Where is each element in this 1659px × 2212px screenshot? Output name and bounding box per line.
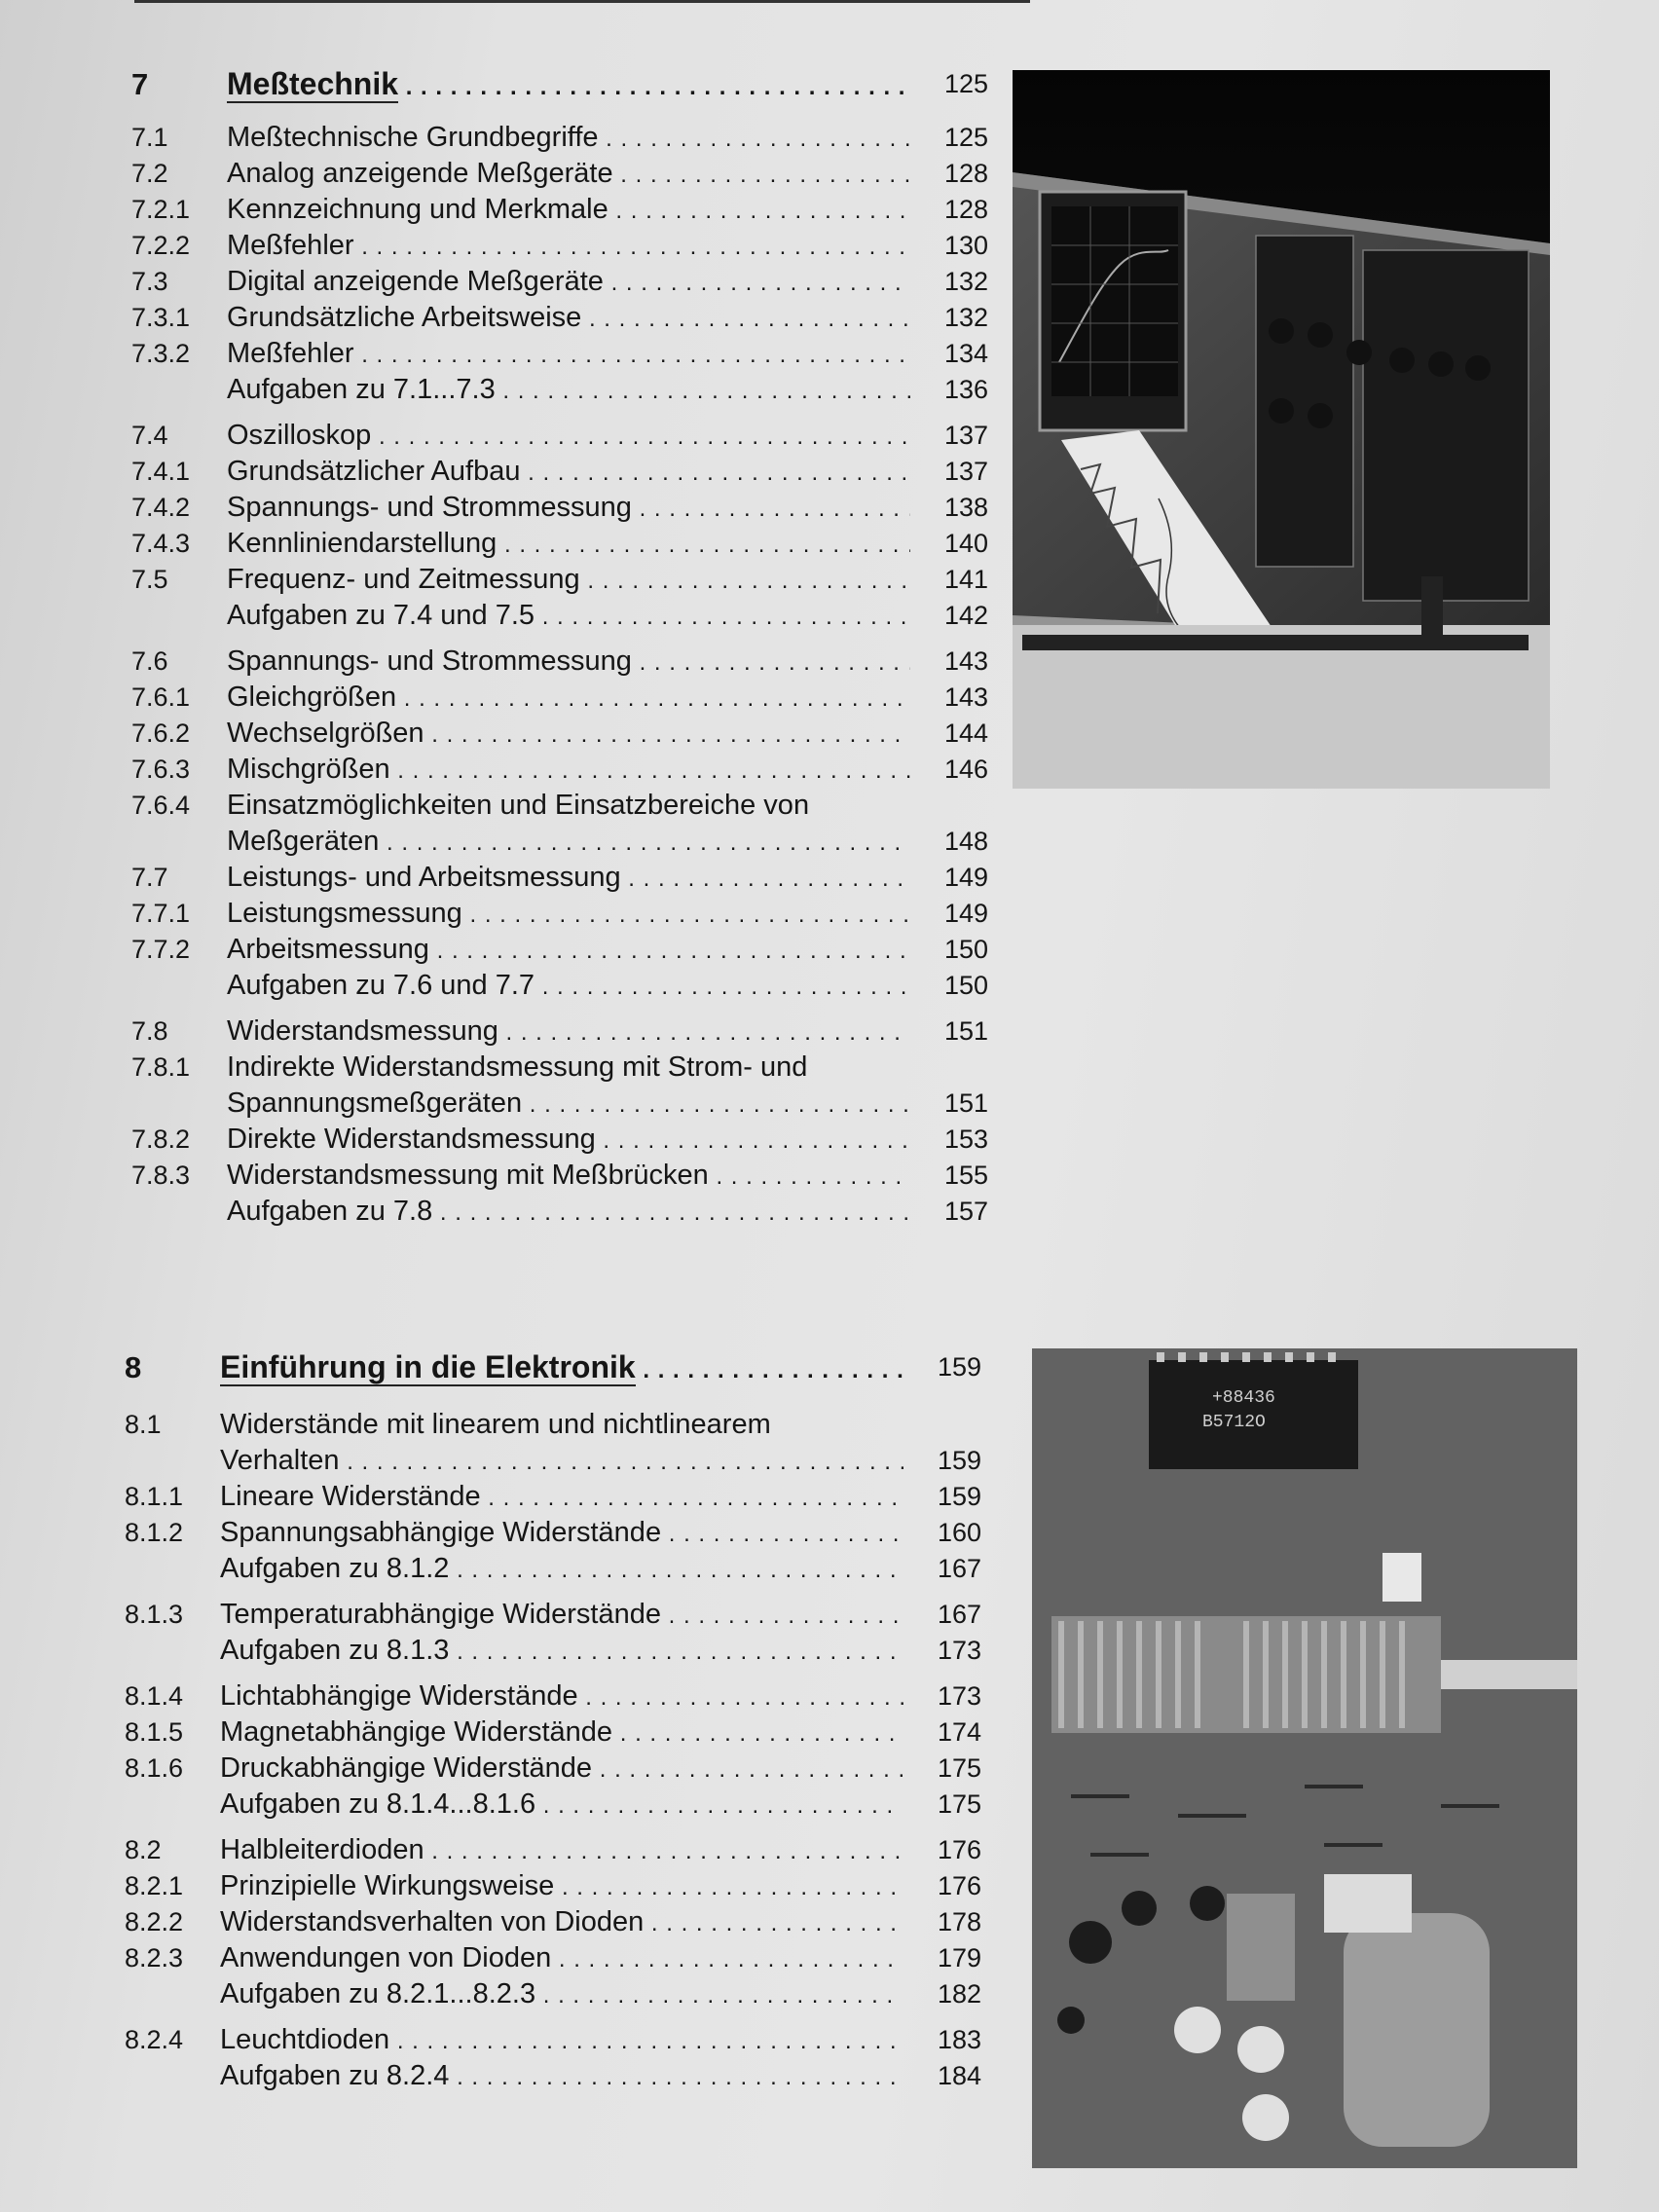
toc-entry <box>125 1407 981 1443</box>
toc-entry-number: 8.1.6 <box>125 1753 184 1783</box>
toc-entry <box>125 1751 981 1787</box>
toc-entry <box>131 752 988 788</box>
toc-entry <box>125 2058 981 2094</box>
toc-entry <box>131 824 988 860</box>
toc-entry <box>125 1868 981 1904</box>
toc-entry-page: 151 <box>943 1088 988 1118</box>
toc-entry-page: 176 <box>937 1835 981 1864</box>
toc-entry-title: Indirekte Widerstandsmessung mit Strom- und <box>227 1051 808 1083</box>
chapter-heading <box>125 1349 981 1385</box>
toc-entry-title: Halbleiterdioden . . . <box>220 1832 903 1869</box>
toc-entry-page: 173 <box>937 1636 981 1665</box>
toc-entry-page: 144 <box>943 719 988 748</box>
toc-entry-title: Grundsätzliche Arbeitsweise . . . <box>227 300 910 337</box>
toc-entry <box>125 1976 981 2012</box>
toc-entry-title: Spannungs- und Strommessung . . . <box>227 644 910 681</box>
toc-entry-page: 175 <box>937 1789 981 1819</box>
toc-entry-page: 149 <box>943 863 988 892</box>
toc-entry-page: 176 <box>937 1871 981 1900</box>
group-gap <box>125 1823 981 1832</box>
toc-entry-title: Gleichgrößen . . . <box>227 680 910 717</box>
toc-entry-title: Direkte Widerstandsmessung . . . <box>227 1122 910 1159</box>
chapter-7-toc <box>131 66 988 1230</box>
toc-entry-title: Prinzipielle Wirkungsweise . . . <box>220 1868 903 1905</box>
toc-entry <box>125 1787 981 1823</box>
toc-entry <box>131 968 988 1004</box>
chapter-8-entries <box>125 1407 981 2094</box>
toc-entry-number: 7.7.2 <box>131 935 191 964</box>
toc-entry-number: 8.2 <box>125 1835 162 1864</box>
toc-entry <box>131 1122 988 1158</box>
toc-entry-title: Aufgaben zu 8.2.1...8.2.3 . . . <box>220 1976 903 2013</box>
toc-entry-page: 132 <box>943 303 988 332</box>
toc-entry <box>125 1940 981 1976</box>
toc-entry <box>131 120 988 156</box>
toc-entry-page: 136 <box>943 375 988 404</box>
toc-entry-number: 8.2.2 <box>125 1907 184 1936</box>
toc-entry-number: 7.2 <box>131 159 168 188</box>
toc-entry-page: 153 <box>943 1124 988 1154</box>
toc-entry-title: Aufgaben zu 8.1.4...8.1.6 . . . <box>220 1787 903 1824</box>
toc-entry <box>125 1633 981 1669</box>
toc-entry-title: Spannungs- und Strommessung . . . <box>227 490 910 527</box>
chapter-number: 7 <box>131 67 149 101</box>
toc-entry-number: 8.1 <box>125 1410 162 1439</box>
toc-entry-page: 173 <box>937 1681 981 1711</box>
toc-entry <box>131 454 988 490</box>
toc-entry-number: 7.4.2 <box>131 493 191 522</box>
toc-entry <box>131 788 988 824</box>
toc-entry-title: Leistungs- und Arbeitsmessung . . . <box>227 860 910 897</box>
toc-entry-number: 8.2.1 <box>125 1871 184 1900</box>
toc-entry-number: 7.4 <box>131 421 168 450</box>
chapter-title: Einführung in die Elektronik . . . <box>220 1349 903 1388</box>
group-gap <box>131 408 988 418</box>
toc-entry-title: Aufgaben zu 7.6 und 7.7 . . . <box>227 968 910 1005</box>
toc-entry <box>131 526 988 562</box>
toc-entry-page: 137 <box>943 421 988 450</box>
toc-entry-number: 7.1 <box>131 123 168 152</box>
toc-entry-title: Spannungsmeßgeräten . . . <box>227 1086 910 1123</box>
group-gap <box>125 2012 981 2022</box>
toc-entry-title: Einsatzmöglichkeiten und Einsatzbereiche von <box>227 790 810 821</box>
toc-entry <box>125 1832 981 1868</box>
toc-entry-title: Digital anzeigende Meßgeräte . . . <box>227 264 910 301</box>
toc-entry <box>131 490 988 526</box>
toc-entry-title: Frequenz- und Zeitmessung . . . <box>227 562 910 599</box>
chapter-heading <box>131 66 988 102</box>
toc-entry-page: 160 <box>937 1518 981 1547</box>
toc-entry-page: 167 <box>937 1554 981 1583</box>
toc-entry <box>131 716 988 752</box>
toc-entry-number: 7.4.1 <box>131 457 191 486</box>
toc-entry-page: 142 <box>943 601 988 630</box>
toc-entry <box>125 1678 981 1714</box>
chapter-page: 159 <box>937 1352 981 1382</box>
toc-entry <box>131 680 988 716</box>
toc-entry <box>125 1479 981 1515</box>
chapter-number: 8 <box>125 1350 142 1384</box>
toc-entry-title: Leuchtdioden . . . <box>220 2022 903 2059</box>
toc-entry-number: 7.8.1 <box>131 1052 191 1082</box>
toc-entry-number: 7.7 <box>131 863 168 892</box>
toc-entry-title: Kennliniendarstellung . . . <box>227 526 910 563</box>
toc-entry-page: 150 <box>943 935 988 964</box>
toc-entry-number: 8.1.4 <box>125 1681 184 1711</box>
toc-entry-page: 149 <box>943 899 988 928</box>
toc-entry-page: 137 <box>943 457 988 486</box>
toc-entry-number: 8.1.5 <box>125 1717 184 1747</box>
group-gap <box>131 634 988 644</box>
toc-entry-number: 7.2.1 <box>131 195 191 224</box>
toc-entry-page: 179 <box>937 1943 981 1972</box>
toc-entry-page: 178 <box>937 1907 981 1936</box>
toc-entry <box>131 562 988 598</box>
toc-entry-page: 128 <box>943 159 988 188</box>
toc-entry-page: 184 <box>937 2061 981 2090</box>
toc-entry-title: Analog anzeigende Meßgeräte . . . <box>227 156 910 193</box>
toc-entry-title: Temperaturabhängige Widerstände . . . <box>220 1597 903 1634</box>
chapter-8-toc <box>125 1349 981 2094</box>
toc-entry <box>131 1086 988 1122</box>
toc-entry-title: Widerstände mit linearem und nichtlinearem <box>220 1409 771 1440</box>
toc-entry <box>125 2022 981 2058</box>
toc-entry-number: 7.6.3 <box>131 755 191 784</box>
toc-entry-page: 143 <box>943 682 988 712</box>
toc-entry-title: Widerstandsverhalten von Dioden . . . <box>220 1904 903 1941</box>
toc-entry-number: 7.3.1 <box>131 303 191 332</box>
toc-entry <box>131 1014 988 1050</box>
toc-entry-title: Kennzeichnung und Merkmale . . . <box>227 192 910 229</box>
toc-entry-number: 8.1.2 <box>125 1518 184 1547</box>
toc-entry <box>131 264 988 300</box>
chapter-page: 125 <box>943 69 988 98</box>
toc-entry-title: Aufgaben zu 7.8 . . . <box>227 1194 910 1231</box>
toc-entry <box>131 300 988 336</box>
group-gap <box>125 1587 981 1597</box>
toc-entry-title: Druckabhängige Widerstände . . . <box>220 1751 903 1788</box>
toc-entry-number: 7.6.1 <box>131 682 191 712</box>
toc-entry <box>131 1194 988 1230</box>
toc-entry-page: 159 <box>937 1482 981 1511</box>
toc-entry-title: Leistungsmessung . . . <box>227 896 910 933</box>
toc-entry <box>125 1597 981 1633</box>
toc-entry-title: Lineare Widerstände . . . <box>220 1479 903 1516</box>
toc-entry-number: 7.7.1 <box>131 899 191 928</box>
toc-entry-title: Magnetabhängige Widerstände . . . <box>220 1714 903 1751</box>
toc-entry <box>125 1551 981 1587</box>
toc-entry-number: 7.2.2 <box>131 231 191 260</box>
toc-entry-page: 138 <box>943 493 988 522</box>
toc-entry-number: 8.2.3 <box>125 1943 184 1972</box>
toc-entry-page: 148 <box>943 827 988 856</box>
toc-entry <box>131 1158 988 1194</box>
toc-entry-number: 8.1.3 <box>125 1600 184 1629</box>
toc-entry-title: Widerstandsmessung . . . <box>227 1014 910 1051</box>
toc-entry-page: 143 <box>943 646 988 676</box>
toc-entry-page: 128 <box>943 195 988 224</box>
toc-entry-title: Aufgaben zu 8.1.2 . . . <box>220 1551 903 1588</box>
toc-entry-number: 7.6.2 <box>131 719 191 748</box>
toc-entry-page: 167 <box>937 1600 981 1629</box>
toc-entry-title: Verhalten . . . <box>220 1443 903 1480</box>
toc-entry <box>131 228 988 264</box>
chip-marking-1: +88436 <box>1212 1388 1275 1408</box>
toc-entry-number: 7.3 <box>131 267 168 296</box>
toc-entry-title: Aufgaben zu 7.1...7.3 . . . <box>227 372 910 409</box>
toc-entry <box>131 598 988 634</box>
toc-entry-page: 134 <box>943 339 988 368</box>
toc-entry <box>131 336 988 372</box>
oscilloscope-photo <box>1013 70 1550 789</box>
toc-entry-number: 8.2.4 <box>125 2025 184 2054</box>
toc-entry <box>131 896 988 932</box>
chapter-7-entries <box>131 120 988 1230</box>
toc-entry-page: 146 <box>943 755 988 784</box>
chapter-title: Meßtechnik . . . <box>227 66 910 105</box>
toc-entry-page: 157 <box>943 1197 988 1226</box>
toc-entry <box>125 1904 981 1940</box>
toc-entry-title: Mischgrößen . . . <box>227 752 910 789</box>
toc-entry-page: 141 <box>943 565 988 594</box>
toc-entry-page: 182 <box>937 1979 981 2009</box>
top-rule <box>134 0 1030 3</box>
toc-entry-title: Anwendungen von Dioden . . . <box>220 1940 903 1977</box>
toc-entry <box>125 1714 981 1751</box>
toc-entry-number: 7.6.4 <box>131 791 191 820</box>
toc-entry-page: 130 <box>943 231 988 260</box>
toc-entry <box>131 860 988 896</box>
toc-entry-number: 7.3.2 <box>131 339 191 368</box>
toc-entry-page: 175 <box>937 1753 981 1783</box>
toc-entry-title: Meßgeräten . . . <box>227 824 910 861</box>
toc-entry-page: 174 <box>937 1717 981 1747</box>
chip-marking-2: B5712O <box>1202 1413 1266 1432</box>
toc-entry <box>125 1443 981 1479</box>
toc-entry-title: Widerstandsmessung mit Meßbrücken . . . <box>227 1158 910 1195</box>
toc-entry-number: 7.4.3 <box>131 529 191 558</box>
toc-entry-page: 183 <box>937 2025 981 2054</box>
toc-entry <box>131 644 988 680</box>
toc-entry <box>131 156 988 192</box>
toc-entry-number: 7.8.2 <box>131 1124 191 1154</box>
toc-entry-number: 8.1.1 <box>125 1482 184 1511</box>
toc-entry <box>131 1050 988 1086</box>
toc-entry-title: Aufgaben zu 8.1.3 . . . <box>220 1633 903 1670</box>
toc-entry-page: 151 <box>943 1016 988 1046</box>
toc-entry-page: 140 <box>943 529 988 558</box>
toc-entry-title: Meßtechnische Grundbegriffe . . . <box>227 120 910 157</box>
toc-entry-page: 155 <box>943 1161 988 1190</box>
toc-entry-page: 125 <box>943 123 988 152</box>
toc-entry <box>131 372 988 408</box>
toc-entry-title: Grundsätzlicher Aufbau . . . <box>227 454 910 491</box>
toc-entry-title: Aufgaben zu 7.4 und 7.5 . . . <box>227 598 910 635</box>
toc-entry <box>131 932 988 968</box>
toc-entry <box>125 1515 981 1551</box>
toc-entry-title: Oszilloskop . . . <box>227 418 910 455</box>
toc-entry-page: 159 <box>937 1446 981 1475</box>
toc-entry-page: 132 <box>943 267 988 296</box>
toc-entry <box>131 192 988 228</box>
group-gap <box>125 1669 981 1678</box>
toc-entry-title: Meßfehler . . . <box>227 228 910 265</box>
toc-entry <box>131 418 988 454</box>
toc-entry-title: Aufgaben zu 8.2.4 . . . <box>220 2058 903 2095</box>
toc-entry-number: 7.8 <box>131 1016 168 1046</box>
toc-entry-title: Spannungsabhängige Widerstände . . . <box>220 1515 903 1552</box>
toc-entry-title: Wechselgrößen . . . <box>227 716 910 753</box>
circuit-board-photo <box>1032 1348 1577 2168</box>
toc-entry-page: 150 <box>943 971 988 1000</box>
toc-entry-title: Lichtabhängige Widerstände . . . <box>220 1678 903 1715</box>
toc-entry-number: 7.8.3 <box>131 1161 191 1190</box>
group-gap <box>131 1004 988 1014</box>
toc-entry-title: Meßfehler . . . <box>227 336 910 373</box>
toc-entry-number: 7.6 <box>131 646 168 676</box>
toc-entry-title: Arbeitsmessung . . . <box>227 932 910 969</box>
toc-entry-number: 7.5 <box>131 565 168 594</box>
